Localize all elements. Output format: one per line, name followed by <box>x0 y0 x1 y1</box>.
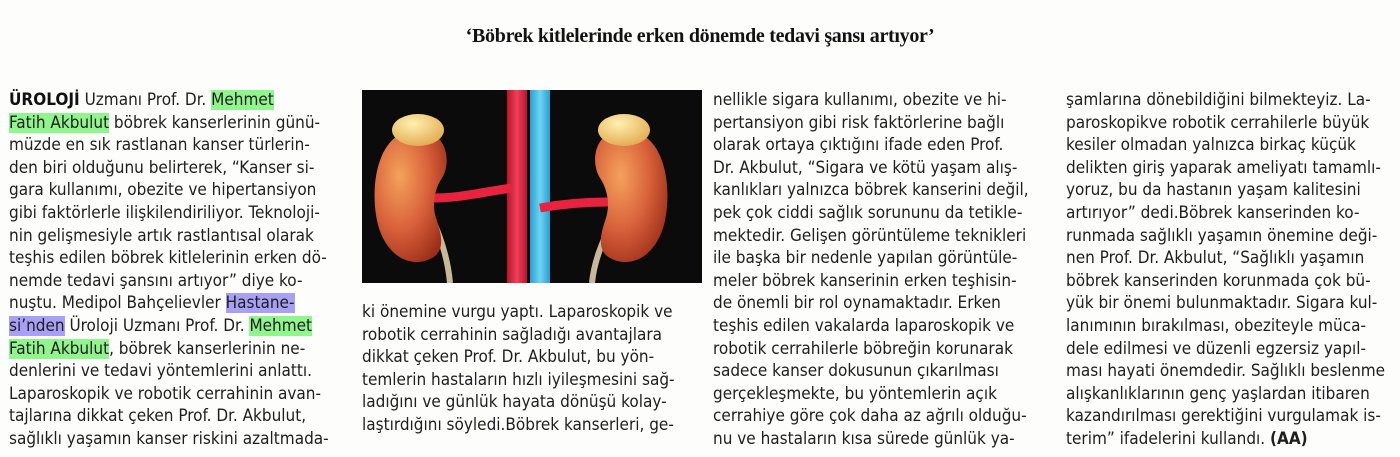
text-segment: gara kullanımı, obezite ve hipertansiyon <box>9 180 317 201</box>
text-line <box>362 391 702 414</box>
text-segment: müzde en sık rastlanan kanser türlerin- <box>9 135 310 156</box>
text-segment: ile başka bir nedenle yapılan görüntüle- <box>713 248 1018 269</box>
text-line <box>1066 247 1400 270</box>
highlighted-text: Mehmet <box>211 90 274 110</box>
text-segment: laştırdığını söyledi.Böbrek kanserleri, ge- <box>362 414 674 435</box>
text-segment: kanlıkları yalnızca böbrek kanserini değil, <box>713 180 1029 201</box>
text-segment: lanımının bırakılması, obeziteyle müca- <box>1066 315 1367 336</box>
text-segment: nemde tedavi şansını artıyor” diye ko- <box>9 270 303 291</box>
text-segment: gerçekleşmekte, bu yöntemlerin açık <box>713 383 997 404</box>
text-segment: delikten giriş yaparak ameliyatı tamamlı- <box>1066 157 1381 178</box>
text-segment: denlerini ve tedavi yöntemlerini anlattı. <box>9 361 312 382</box>
text-segment: artırıyor” dedi.Böbrek kanserinden ko- <box>1066 202 1360 223</box>
text-segment: nuştu. Medipol Bahçelievler <box>9 293 226 314</box>
text-line <box>1066 202 1400 225</box>
text-segment: olarak ortaya çıktığını ifade eden Prof. <box>713 135 1004 156</box>
text-segment: nen Prof. Dr. Akbulut, “Sağlıklı yaşamın <box>1066 248 1365 269</box>
article-column-4 <box>1066 89 1400 451</box>
text-segment: kazandırılması gerektiğini vurgulamak is- <box>1066 406 1381 427</box>
kidney-illustration <box>362 90 702 283</box>
text-line <box>362 324 702 347</box>
text-segment: de önemli bir rol oynamaktadır. Erken <box>713 293 1001 314</box>
text-segment: meler böbrek kanserinin erken teşhisin- <box>713 270 1017 291</box>
text-line <box>713 179 1048 202</box>
text-line <box>1066 112 1400 135</box>
text-segment: robotik cerrahinin sağladığı avantajlara <box>362 324 663 345</box>
text-line <box>1066 428 1400 451</box>
text-line <box>362 414 702 437</box>
text-line <box>713 247 1048 270</box>
text-line <box>1066 157 1400 180</box>
text-segment: ladığını ve günlük hayata dönüşü kolay- <box>362 392 667 413</box>
text-segment: Dr. Akbulut, “Sigara ve kötü yaşam alış- <box>713 157 1018 178</box>
text-line <box>713 202 1048 225</box>
text-segment: mektedir. Gelişen görüntüleme teknikleri <box>713 225 1027 246</box>
text-line <box>713 405 1048 428</box>
text-line <box>9 179 339 202</box>
text-line <box>713 134 1048 157</box>
text-segment: Uzmanı Prof. Dr. <box>79 90 212 110</box>
highlighted-text: Fatih Akbulut <box>9 112 110 133</box>
text-line <box>713 270 1048 293</box>
text-segment: böbrek kanserinden korunmada çok bü- <box>1066 270 1371 291</box>
kidney-illustration-svg <box>362 90 702 283</box>
text-line <box>9 112 339 135</box>
text-segment: teşhis edilen vakalarda laparoskopik ve <box>713 315 1015 336</box>
text-segment: pertansiyon gibi risk faktörlerine bağlı <box>713 112 1005 133</box>
text-segment: sadece kanser dokusunun çıkarılması <box>713 361 999 382</box>
text-line <box>1066 360 1400 383</box>
text-segment: nin gelişmesiyle artık rastlantısal olarak <box>9 225 314 246</box>
text-line <box>9 202 339 225</box>
right-adrenal-gland <box>598 114 650 146</box>
text-segment: Üroloji Uzmanı Prof. Dr. <box>64 315 250 336</box>
text-line <box>362 301 702 324</box>
text-line <box>1066 89 1400 112</box>
highlighted-text: si’nden <box>9 315 65 336</box>
text-line <box>713 360 1048 383</box>
article-column-2 <box>362 301 702 437</box>
text-segment: kesiler olmadan yalnızca birkaç küçük <box>1066 135 1356 156</box>
text-line <box>1066 179 1400 202</box>
text-segment: dele edilmesi ve düzenli egzersiz yapıl- <box>1066 338 1366 359</box>
text-segment: yoruz, bu da hastanın yaşam kalitesini <box>1066 180 1361 201</box>
text-line <box>9 247 339 270</box>
text-line <box>9 292 339 315</box>
text-segment: runmada sağlıklı yaşamın önemine deği- <box>1066 225 1378 246</box>
text-segment: pek çok ciddi sağlık sorununu da tetikle- <box>713 202 1023 223</box>
text-segment: ki önemine vurgu yaptı. Laparoskopik ve <box>362 302 673 322</box>
news-agency-credit: (AA) <box>1270 428 1308 449</box>
text-line <box>1066 383 1400 406</box>
text-line <box>713 338 1048 361</box>
text-line <box>9 89 339 112</box>
text-segment: tajlarına dikkat çeken Prof. Dr. Akbulut, <box>9 406 307 427</box>
section-kicker: ÜROLOJİ <box>9 90 80 110</box>
text-segment: , böbrek kanserlerinin ne- <box>109 338 306 359</box>
text-line <box>713 383 1048 406</box>
text-line <box>713 225 1048 248</box>
text-line <box>1066 134 1400 157</box>
text-segment: sağlıklı yaşamın kanser riskini azaltmada- <box>9 428 329 449</box>
text-segment: ması hayati önemdedir. Sağlıklı beslenme <box>1066 361 1386 382</box>
text-line <box>9 383 339 406</box>
text-segment: temlerin hastaların hızlı iyileşmesini sağ- <box>362 369 675 390</box>
text-segment: robotik cerrahilerle böbreğin korunarak <box>713 338 1013 359</box>
text-line <box>713 292 1048 315</box>
text-segment: paroskopikve robotik cerrahilerle büyük <box>1066 112 1370 133</box>
text-segment: terim” ifadelerini kullandı. <box>1066 428 1271 449</box>
text-segment: gibi faktörlerle ilişkilendiriliyor. Teknoloji- <box>9 202 320 223</box>
text-segment: teşhis edilen böbrek kitlelerinin erken dö- <box>9 248 327 269</box>
text-line <box>9 315 339 338</box>
vena-cava <box>530 90 550 283</box>
text-segment: Laparoskopik ve robotik cerrahinin avan- <box>9 383 322 404</box>
highlighted-text: Mehmet <box>249 315 313 336</box>
text-line <box>1066 315 1400 338</box>
text-segment: böbrek kanserlerinin günü- <box>109 112 321 133</box>
article-column-1 <box>9 89 339 451</box>
text-segment: den biri olduğunu belirterek, “Kanser si- <box>9 157 315 178</box>
text-line <box>362 369 702 392</box>
article-headline: ‘Böbrek kitlelerinde erken dönemde tedavi şansı artıyor’ <box>465 25 935 47</box>
text-line <box>362 346 702 369</box>
text-segment: şamlarına dönebildiğini bilmekteyiz. La- <box>1066 90 1371 110</box>
article-column-3 <box>713 89 1048 451</box>
text-segment: cerrahiye göre çok daha az ağrılı olduğu- <box>713 406 1027 427</box>
text-segment: nellikle sigara kullanımı, obezite ve hi- <box>713 90 1007 110</box>
text-line <box>713 112 1048 135</box>
text-line <box>713 157 1048 180</box>
text-line <box>1066 338 1400 361</box>
left-adrenal-gland <box>392 114 444 146</box>
text-line <box>9 225 339 248</box>
text-line <box>9 270 339 293</box>
text-line <box>713 89 1048 112</box>
text-segment: yük bir önemi bulunmaktadır. Sigara kul- <box>1066 293 1378 314</box>
text-segment: dikkat çeken Prof. Dr. Akbulut, bu yön- <box>362 347 655 368</box>
text-line <box>9 360 339 383</box>
text-segment: nu ve hastaların kısa sürede günlük ya- <box>713 428 1015 449</box>
highlighted-text: Hastane- <box>225 293 295 314</box>
text-segment: alışkanlıklarının genç yaşlardan itibaren <box>1066 383 1370 404</box>
text-line <box>713 315 1048 338</box>
text-line <box>9 428 339 451</box>
text-line <box>9 405 339 428</box>
text-line <box>713 428 1048 451</box>
text-line <box>1066 225 1400 248</box>
text-line <box>1066 292 1400 315</box>
text-line <box>1066 270 1400 293</box>
text-line <box>9 157 339 180</box>
highlighted-text: Fatih Akbulut <box>9 338 110 359</box>
text-line <box>9 338 339 361</box>
text-line <box>9 134 339 157</box>
text-line <box>1066 405 1400 428</box>
